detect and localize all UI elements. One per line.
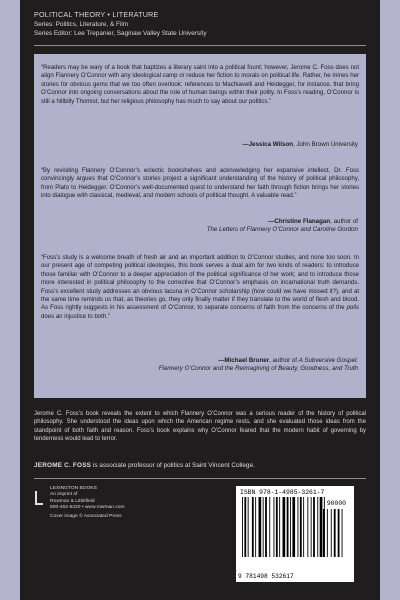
- quote-3-text-end: does an injustice to both.”: [41, 313, 110, 320]
- quote-3-author: —Michael Bruner: [218, 357, 270, 364]
- publisher-logo-icon: [34, 490, 44, 506]
- quote-1: [41, 64, 359, 106]
- isbn-barcode: [236, 486, 354, 582]
- cover-credit: Cover image © Associated Press: [50, 514, 122, 520]
- publisher-imprint: An imprint of: [50, 492, 78, 498]
- author-name: JEROME C. FOSS: [34, 462, 92, 469]
- book-description: Jerome C. Foss’s book reveals the extent to which Flannery O’Connor was a serious reader of the history of political philosophy. She understood the ideas upon which the American regime rests, and she evaluated those ideas from the standpoint of both faith and reason. Foss’s book explains why O’Connor feared that the modern habit of governing by tenderness would lead to terror.: [34, 411, 366, 443]
- series-tag: POLITICAL THEORY • LITERATURE: [34, 10, 159, 19]
- barcode-graphic: [240, 497, 350, 567]
- header-divider: [34, 45, 366, 46]
- quote-3-attribution: [159, 357, 358, 373]
- quote-3-text: “Foss’s study is a welcome breath of fresh air and an important addition to O’Connor studies, and none too soon. In our present age of competing political ideologies, this book serves a dual aim for two kinds of readers: to introduce those familiar with O’Connor to a deeper appreciation of the political significance of her work; and to introduce those more interested in political philosophy to the corrective that O’Connor’s emphasis on incarnational truth demands. Foss’s excellent study addresses an obvious lacuna in O’Connor scholarship (how could we have missed it?), and at the same time reminds us that, as theories go, they only finally matter if they translate to the world of flesh and blood. As Foss rightly suggests in his assessment of O’Connor, to separate concerns of faith from the concerns of the: [41, 255, 359, 312]
- series-editor: Series Editor: Lee Trepanier, Saginaw Valley State University: [34, 30, 207, 37]
- publisher-info: [50, 486, 190, 520]
- quote-3: [41, 254, 359, 321]
- quote-2: [41, 167, 359, 201]
- quote-3-affiliation: , author of: [269, 357, 297, 364]
- quote-2-affiliation: , author of: [330, 218, 358, 225]
- quote-2-text: “By revisiting Flannery O’Connor’s eclectic bookshelves and acknowledging her expansive intellect, Dr. Foss convincingly argues that O’Connor’s stories project a significant understanding of the history of political philosophy, from Plato to Heidegger. O’Connor’s well-documented quest to understand her faith through fiction brings her stories into dialogue with classical, medieval, and modern schools of political thought. A valuable read.”: [41, 168, 359, 200]
- author-bio-text: is associate professor of politics at Saint Vincent College.: [91, 462, 255, 469]
- series-line: Series: Politics, Literature, & Film: [34, 21, 129, 28]
- price-code: 90000: [326, 500, 346, 507]
- blurb-panel: [34, 54, 366, 398]
- publisher-contact: 800-462-6420 • www.rowman.com: [50, 504, 125, 510]
- quote-1-attribution: [243, 141, 359, 149]
- quote-3-work-subtitle: Flannery O’Connor and the Reimagining of Beauty, Goodness, and Truth: [158, 365, 358, 372]
- back-cover: [20, 0, 380, 600]
- quote-1-author: —Jessica Wilson: [242, 141, 293, 148]
- quote-2-attribution: [207, 218, 358, 234]
- author-bio: [34, 462, 255, 469]
- quote-3-work-title: A Subversive Gospel:: [298, 357, 358, 364]
- isbn-label: ISBN 978-1-4985-3261-7: [240, 489, 325, 496]
- ean-number: 9 781498 532617: [238, 573, 294, 580]
- quote-2-author: —Christine Flanagan: [268, 218, 331, 225]
- publisher-parent: Rowman & Littlefield: [50, 498, 95, 504]
- series-header: [34, 10, 364, 38]
- quote-3-italic: polis: [346, 305, 359, 312]
- publisher-name: LEXINGTON BOOKS: [50, 486, 97, 491]
- quote-1-text: “Readers may be wary of a book that baptizes a literary saint into a political fount; however, Jerome C. Foss does not align Flannery O’Connor with any ideological camp or reduce her fiction to morals on political life. Rather, he mines her stories for obvious gems that we too often overlook: references to Machiavelli and Heidegger, for instance, that bring O’Connor into ongoing conversations about the role of human beings within their polity. In Foss’s reading, O’Connor is still a hillbilly Thomist, but her religious philosophy has much to say about our politics.”: [41, 65, 359, 105]
- quote-2-work: The Letters of Flannery O’Connor and Caroline Gordon: [206, 226, 358, 233]
- footer-divider: [34, 478, 366, 479]
- quote-1-affiliation: , John Brown University: [293, 141, 358, 148]
